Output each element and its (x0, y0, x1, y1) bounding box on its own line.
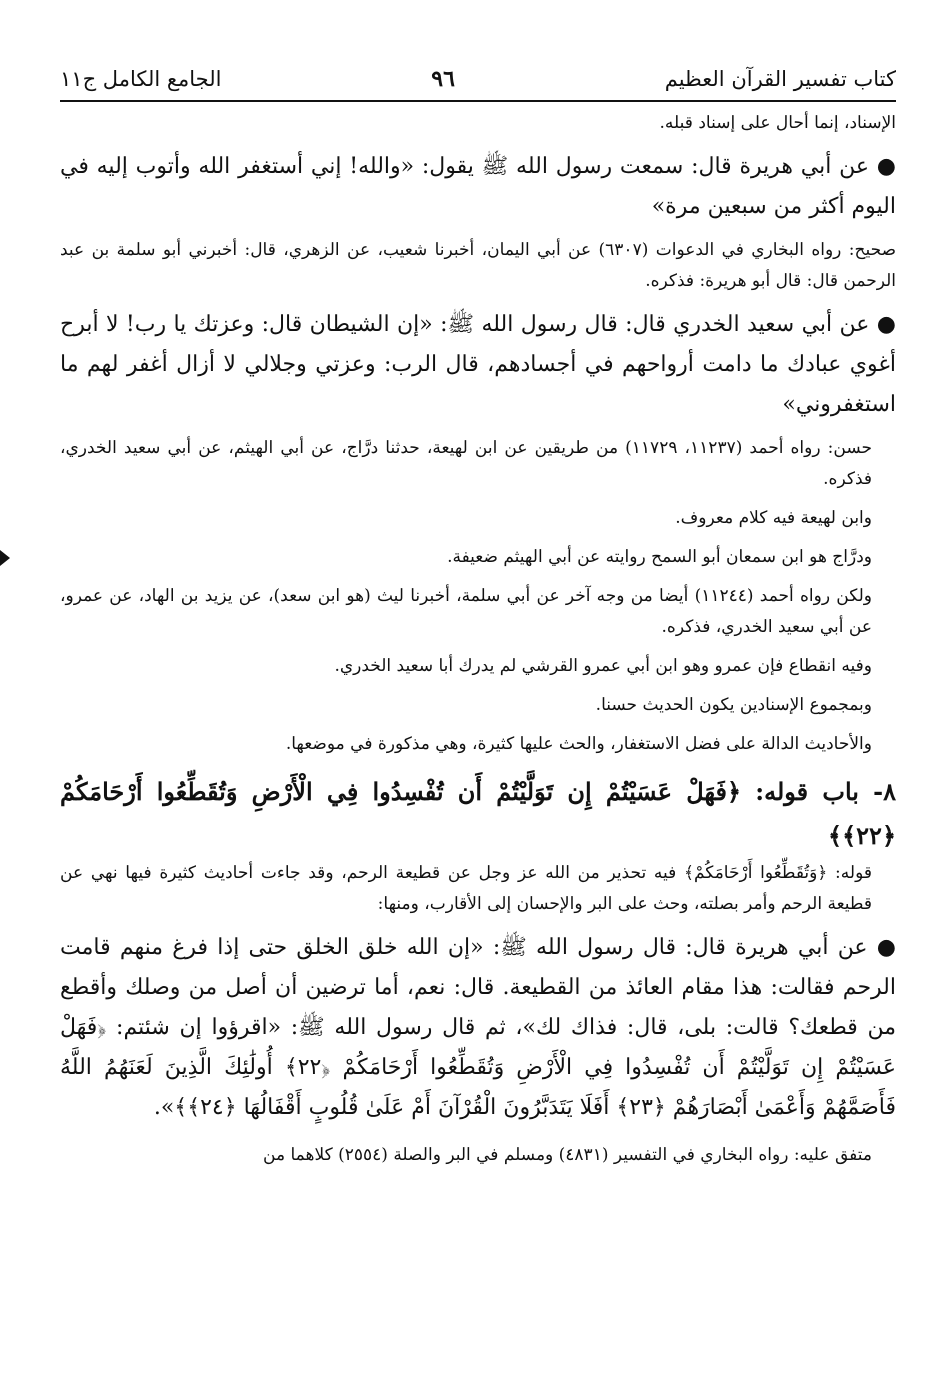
commentary-text: قوله: ﴿وَتُقَطِّعُوا أَرْحَامَكُمْ﴾ فيه تحذير من الله عز وجل عن قطيعة الرحم، وقد جاءت أحاديث كثيرة فيها نهي عن قطيعة الرحم وأمر بصلته، وحث على البر والإحسان إلى الأقارب، ومنها: (60, 863, 872, 914)
takhrij-note: صحيح: رواه البخاري في الدعوات (٦٣٠٧) عن أبي اليمان، أخبرنا شعيب، عن الزهري، قال: أخبرني أبو سلمة بن عبد الرحمن قال: قال أبو هريرة: فذكره. (60, 240, 897, 291)
takhrij-note: ودرَّاج هو ابن سمعان أبو السمح روايته عن أبي الهيثم ضعيفة. (447, 547, 872, 567)
series-title: الجامع الكامل ج١١ (60, 67, 222, 91)
takhrij-note: وبمجموع الإسنادين يكون الحديث حسنا. (595, 695, 872, 715)
chapter-heading: ٨- باب قوله: ﴿فَهَلْ عَسَيْتُمْ إِن تَوَلَّيْتُمْ أَن تُفْسِدُوا فِي الْأَرْضِ وَتُقَطِّعُوا أَرْحَامَكُمْ ﴿٢٢﴾﴾ (60, 777, 896, 850)
takhrij-note: ولكن رواه أحمد (١١٢٤٤) أيضا من وجه آخر عن أبي سلمة، أخبرنا ليث (هو ابن سعد)، عن يزيد بن الهاد، عن عمرو، عن أبي سعيد الخدري، فذكره. (60, 586, 872, 637)
book-page (60, 52, 896, 1171)
hadith-text: ● عن أبي هريرة قال: قال رسول الله ﷺ: «إن الله خلق الخلق حتى إذا فرغ منهم قامت الرحم فقالت: هذا مقام العائذ من القطيعة. قال: نعم، أما ترضين أن أصل من وصلك وأقطع من قطعك؟ قالت: بلى، قال: فذاك لك»، ثم قال رسول الله ﷺ: «اقرؤوا إن شئتم: ﴿فَهَلْ عَسَيْتُمْ إِن تَوَلَّيْتُمْ أَن تُفْسِدُوا فِي الْأَرْضِ وَتُقَطِّعُوا أَرْحَامَكُمْ ﴿٢٢﴾ أُولَٰئِكَ الَّذِينَ لَعَنَهُمُ اللَّهُ فَأَصَمَّهُمْ وَأَعْمَىٰ أَبْصَارَهُمْ ﴿٢٣﴾ أَفَلَا يَتَدَبَّرُونَ الْقُرْآنَ أَمْ عَلَىٰ قُلُوبٍ أَقْفَالُهَا ﴿٢٤﴾﴾». (60, 935, 896, 1120)
takhrij-note: متفق عليه: رواه البخاري في التفسير (٤٨٣١) ومسلم في البر والصلة (٢٥٥٤) كلاهما من (263, 1145, 872, 1165)
takhrij-note: حسن: رواه أحمد (١١٢٣٧، ١١٧٢٩) من طريقين عن ابن لهيعة، حدثنا درَّاج، عن أبي الهيثم، عن أبي سعيد الخدري، فذكره. (60, 438, 873, 489)
hadith-text: ● عن أبي هريرة قال: سمعت رسول الله ﷺ يقول: «والله! إني أستغفر الله وأتوب إليه في اليوم أكثر من سبعين مرة» (60, 154, 896, 219)
takhrij-note: والأحاديث الدالة على فضل الاستغفار، والحث عليها كثيرة، وهي مذكورة في موضعها. (285, 734, 872, 754)
page-header (60, 52, 896, 102)
takhrij-note: وفيه انقطاع فإن عمرو وهو ابن أبي عمرو القرشي لم يدرك أبا سعيد الخدري. (334, 656, 872, 676)
book-title: كتاب تفسير القرآن العظيم (664, 67, 896, 91)
margin-arrow-icon (0, 550, 10, 566)
text-continuation: الإسناد، إنما أحال على إسناد قبله. (659, 113, 896, 133)
page-body (60, 102, 896, 1171)
takhrij-note: وابن لهيعة فيه كلام معروف. (675, 508, 872, 528)
hadith-text: ● عن أبي سعيد الخدري قال: قال رسول الله ﷺ: «إن الشيطان قال: وعزتك يا رب! لا أبرح أغوي عبادك ما دامت أرواحهم في أجسادهم، قال الرب: وعزتي وجلالي لا أزال أغفر لهم ما استغفروني» (60, 312, 896, 417)
page-number: ٩٦ (431, 66, 455, 92)
